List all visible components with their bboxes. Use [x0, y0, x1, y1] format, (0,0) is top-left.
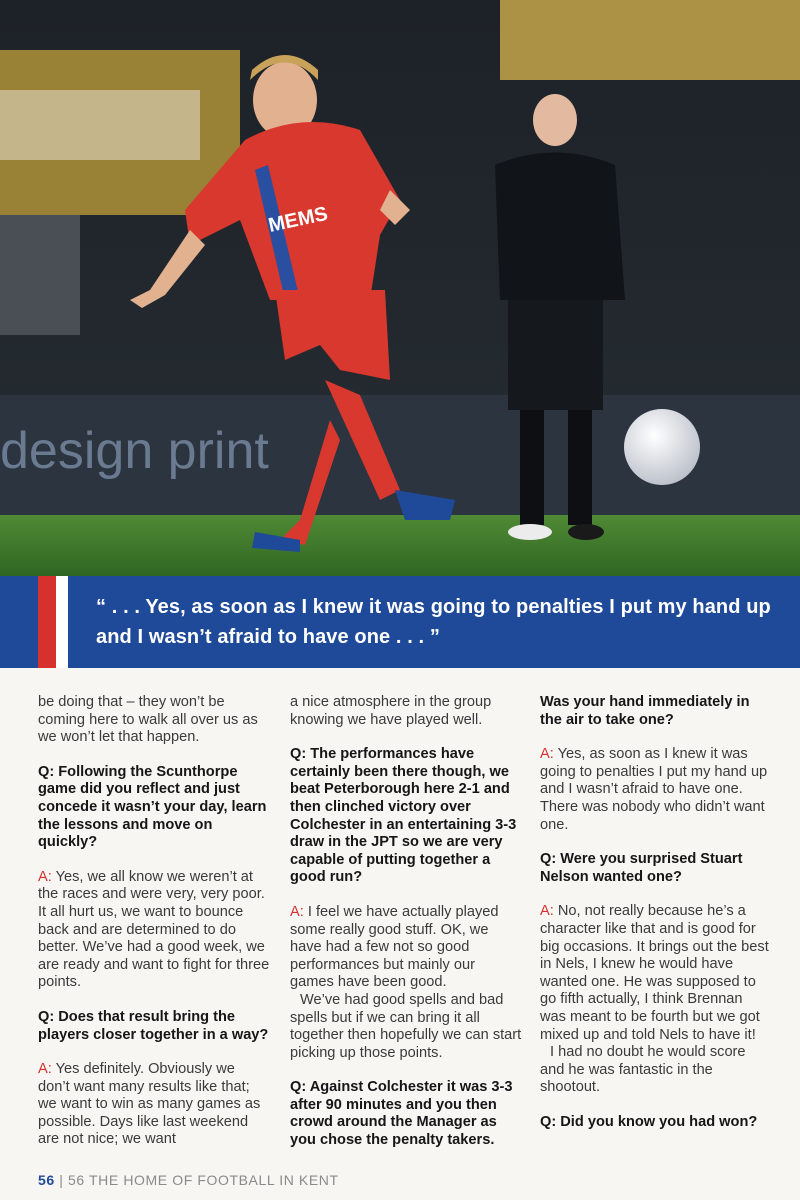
answer-text: Yes, we all know we weren’t at the races and were very, very poor. It all hurt us, we want to bounce back and are determined to do better. We’ve had a good week, we are ready and want to fight for three points.	[38, 868, 270, 991]
match-photo-illustration	[0, 0, 800, 578]
football	[624, 409, 700, 485]
pull-quote: “ . . . Yes, as soon as I knew it was going to penalties I put my hand up and I wasn’t afraid to have one . . . ”	[96, 596, 771, 648]
paragraph: a nice atmosphere in the group knowing we have played well.	[290, 694, 492, 728]
answer	[540, 903, 772, 1044]
question: Q: Did you know you had won?	[540, 1113, 758, 1130]
answer	[290, 904, 522, 992]
article-column-3	[540, 694, 772, 1148]
article-body	[38, 694, 778, 1154]
question: Q: Does that result bring the players closer together in a way?	[38, 1008, 269, 1043]
question: Q: Against Colchester it was 3-3 after 90 minutes and you then crowd around the Manager as you chose the penalty takers.	[290, 1079, 513, 1149]
answer-text: Yes definitely. Obviously we don’t want many results like that; we want to win as many games as possible. Days like last weekend are not nice; we want	[38, 1061, 261, 1148]
hero-photo	[0, 0, 800, 578]
answer-label: A:	[540, 903, 554, 920]
paragraph: be doing that – they won’t be coming here to walk all over us as we won’t let that happen.	[38, 694, 258, 746]
answer	[540, 746, 772, 834]
red-stripe	[38, 576, 56, 668]
question: Q: Were you surprised Stuart Nelson wanted one?	[540, 851, 743, 885]
answer-continued: We’ve had good spells and bad spells but if we can bring it all together then hopefully we can start picking up those points.	[290, 991, 522, 1061]
answer-text: Yes, as soon as I knew it was going to penalties I put my hand up and I wasn’t afraid to have one. There was nobody who didn’t want one.	[540, 746, 768, 833]
answer-text: I feel we have actually played some really good stuff. OK, we have had a few not so good performances but mainly our games have been good.	[290, 903, 499, 991]
footer-text: 56 THE HOME OF FOOTBALL IN KENT	[68, 1172, 339, 1188]
answer-text: No, not really because he’s a character like that and is good for big occasions. It brings out the best in Nels, I knew he would have wanted one. He was supposed to go fifth actually, I think Brennan was meant to be fourth but we got mixed up and told Nels to have it!	[540, 903, 769, 1043]
answer	[38, 1061, 270, 1149]
white-stripe	[56, 576, 68, 668]
answer-label: A:	[38, 1061, 52, 1078]
question: Was your hand immediately in the air to take one?	[540, 694, 750, 728]
question: Q: The performances have certainly been there though, we beat Peterborough here 2-1 and then clinched victory over Colchester in an entertaining 3-3 draw in the JPT so we are very capable of putting together a good run?	[290, 746, 517, 886]
page-footer	[38, 1172, 339, 1188]
banner-text: design print	[0, 422, 269, 480]
answer-label: A:	[540, 746, 554, 763]
answer-label: A:	[38, 868, 52, 885]
page-number-mark: 56	[38, 1172, 55, 1188]
footer-divider: |	[59, 1172, 69, 1188]
answer-label: A:	[290, 903, 304, 920]
shirt-sponsor: MEMS	[266, 202, 330, 237]
article-column-1	[38, 694, 270, 1166]
answer	[38, 869, 270, 992]
answer-continued: I had no doubt he would score and he was fantastic in the shootout.	[540, 1044, 746, 1096]
pull-quote-band	[0, 576, 800, 668]
question: Q: Following the Scunthorpe game did you reflect and just concede it wasn’t your day, learn the lessons and move on quickly?	[38, 763, 267, 851]
article-column-2	[290, 694, 522, 1167]
